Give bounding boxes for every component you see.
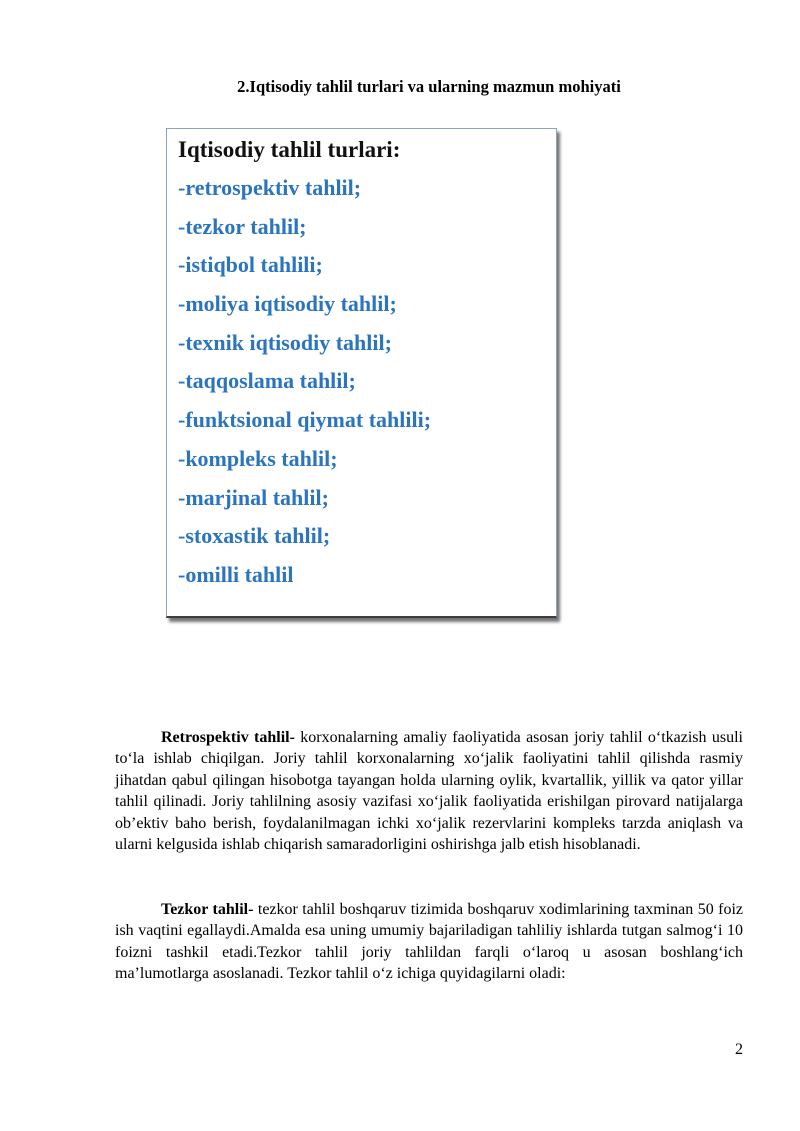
analysis-types-box bbox=[166, 128, 557, 618]
analysis-type-item: -tezkor tahlil; bbox=[178, 213, 307, 239]
analysis-type-item: -istiqbol tahlili; bbox=[178, 252, 323, 278]
analysis-type-item: -texnik iqtisodiy tahlil; bbox=[178, 329, 392, 355]
paragraph-text: tezkor tahlil boshqaruv tizimida boshqaruv xodimlarining taxminan 50 foiz ish vaqtini egallaydi.Amalda esa uning umumiy bajariladigan tahliliy ishlarda tutgan salmog‘i 10 foizni tashkil etadi.Tezkor tahlil joriy tahlildan farqli o‘laroq u asosan boshlang‘ich ma’lumotlarga asoslanadi. Tezkor tahlil o‘z ichiga quyidagilarni oladi: bbox=[115, 901, 744, 983]
paragraph-retrospektiv bbox=[115, 727, 743, 855]
analysis-type-item: -retrospektiv tahlil; bbox=[178, 175, 362, 200]
analysis-type-item: -taqqoslama tahlil; bbox=[178, 368, 356, 394]
analysis-types-title: Iqtisodiy tahlil turlari: bbox=[178, 137, 401, 162]
analysis-type-item: -moliya iqtisodiy tahlil; bbox=[178, 291, 397, 317]
analysis-type-item: -marjinal tahlil; bbox=[178, 484, 329, 510]
analysis-type-item: -stoxastik tahlil; bbox=[178, 523, 331, 549]
analysis-types-list bbox=[178, 173, 431, 599]
analysis-type-item: -funktsional qiymat tahlili; bbox=[178, 407, 432, 433]
section-heading: 2.Iqtisodiy tahlil turlari va ularning mazmun mohiyati bbox=[237, 77, 621, 96]
paragraph-term: Retrospektiv tahlil- bbox=[161, 729, 295, 746]
page-number: 2 bbox=[735, 1041, 743, 1058]
analysis-type-item: -kompleks tahlil; bbox=[178, 445, 338, 471]
paragraph-term: Tezkor tahlil- bbox=[161, 901, 254, 918]
paragraph-tezkor bbox=[115, 899, 743, 985]
paragraph-text: korxonalarning amaliy faoliyatida asosan joriy tahlil o‘tkazish usuli to‘la ishlab chiqilgan. Joriy tahlil korxonalarning xo‘jalik faoliyatini tahlil qilishda rasmiy jihatdan qabul qilingan hisobotga tayangan holda ularning oylik, kvartallik, yillik va qator yillar tahlil qilinadi. Joriy tahlilning asosiy vazifasi xo‘jalik faoliyatida erishilgan pirovard natijalarga ob’ektiv baho berish, foydalanilmagan ichki xo‘jalik rezervlarini kompleks tarzda aniqlash va ularni kelgusida ishlab chiqarish samaradorligini oshirishga jalb etish hisoblanadi. bbox=[115, 729, 743, 854]
analysis-type-item: -omilli tahlil bbox=[178, 561, 294, 587]
